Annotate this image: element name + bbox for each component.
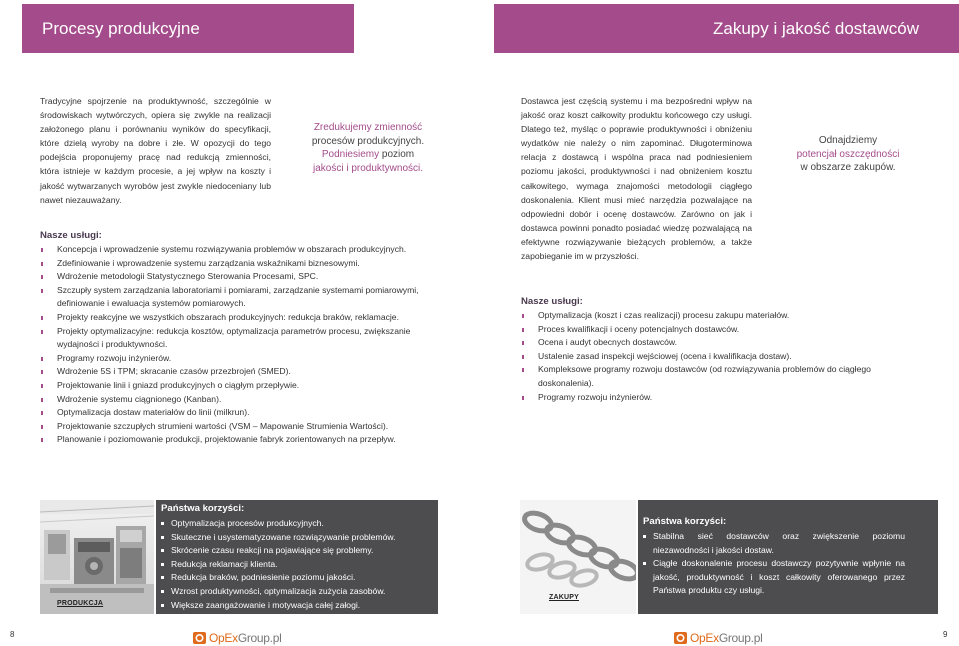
left-benefits-title: Państwa korzyści: <box>161 503 245 514</box>
left-quote <box>296 121 440 175</box>
right-quote-line1: Odnajdziemy <box>818 135 878 146</box>
logo-right-part-b: Group.pl <box>718 631 763 645</box>
left-quote-line1: Zredukujemy zmienność <box>313 122 423 133</box>
header-left <box>22 4 354 53</box>
list-item: Kompleksowe programy rozwoju dostawców (od rozwiązywania problemów do ciągłego doskonalenia). <box>521 363 918 390</box>
list-item: Optymalizacja dostaw materiałów do linii (milkrun). <box>40 406 440 420</box>
list-item: Stabilna sieć dostawców oraz zwiększenie poziomu niezawodności i jakości dostaw. <box>643 530 905 557</box>
page-title-left: Procesy produkcyjne <box>42 19 200 38</box>
list-item: Wdrożenie systemu ciągnionego (Kanban). <box>40 393 440 407</box>
left-quote-line3 <box>296 148 440 162</box>
left-services-list <box>40 243 440 447</box>
list-item: Redukcja reklamacji klienta. <box>161 558 433 572</box>
logo-left-part-b: Group.pl <box>237 631 282 645</box>
purchasing-label: ZAKUPY <box>549 594 579 601</box>
list-item: Programy rozwoju inżynierów. <box>40 352 440 366</box>
list-item: Szczupły system zarządzania laboratoriami i pomiarami, zarządzanie systemami pomiarowymi, definiowanie i ewaluacja systemów pomiarowych. <box>40 284 440 311</box>
left-quote-line4: jakości i produktywności. <box>312 162 424 174</box>
right-quote-line2: potencjał oszczędności <box>796 148 900 160</box>
right-benefits-list <box>643 530 905 598</box>
left-quote-line2: procesów produkcyjnych. <box>311 135 425 147</box>
right-quote-line3: w obszarze zakupów. <box>800 162 896 173</box>
list-item: Planowanie i poziomowanie produkcji, projektowanie fabryk zorientowanych na przepływ. <box>40 433 440 447</box>
list-item: Wzrost produktywności, optymalizacja zużycia zasobów. <box>161 585 433 599</box>
logo-right-part-a: OpEx <box>690 631 719 645</box>
right-intro-paragraph: Dostawca jest częścią systemu i ma bezpośredni wpływ na jakość oraz koszt całkowity produktu końcowego czy usługi. Dlatego też, myśląc o poprawie produktywności i obniżeniu wydatków nie należy o nim zapominać. Długoterminowa relacja z dostawcą i wspólna praca nad podniesieniem poziomu jakości, produktywności i nad obniżeniem kosztu całkowitego, wymaga znajomości metodologii ciągłego doskonalenia. Klient musi mieć narzędzia pozwalające na odpowiedni dobór i ocenę dostawców. Zarówno on jak i dostawca powinni ponadto posiadać wiedzę pozwalającą na efektywne rozwiązywanie bieżących problemów, a także zapobieganie im w przyszłości. <box>521 96 752 262</box>
production-photo <box>40 500 154 614</box>
list-item: Koncepcja i wprowadzenie systemu rozwiązywania problemów w obszarach produkcyjnych. <box>40 243 440 257</box>
logo-text-right <box>690 631 762 645</box>
list-item: Optymalizacja (koszt i czas realizacji) procesu zakupu materiałów. <box>521 309 918 323</box>
header-right <box>494 4 959 53</box>
opex-logo-icon <box>193 632 206 644</box>
right-benefits-panel <box>638 500 938 614</box>
list-item: Projekty reakcyjne we wszystkich obszarach produkcyjnych: redukcja braków, reklamacje. <box>40 311 440 325</box>
list-item: Skrócenie czasu reakcji na pojawiające się problemy. <box>161 544 433 558</box>
opex-logo-icon <box>674 632 687 644</box>
page-number-right: 9 <box>943 630 948 639</box>
left-benefits-list <box>161 517 433 612</box>
list-item: Skuteczne i usystematyzowane rozwiązywanie problemów. <box>161 531 433 545</box>
left-benefits-panel <box>156 500 438 614</box>
list-item: Większe zaangażowanie i motywacja całej załogi. <box>161 599 433 613</box>
list-item: Projektowanie linii i gniazd produkcyjnych o ciągłym przepływie. <box>40 379 440 393</box>
list-item: Wdrożenie 5S i TPM; skracanie czasów przezbrojeń (SMED). <box>40 365 440 379</box>
list-item: Projektowanie szczupłych strumieni wartości (VSM – Mapowanie Strumienia Wartości). <box>40 420 440 434</box>
page-title-right: Zakupy i jakość dostawców <box>713 19 919 38</box>
page-number-left: 8 <box>10 630 15 639</box>
opex-logo-left <box>193 631 293 645</box>
logo-left-part-a: OpEx <box>209 631 238 645</box>
list-item: Proces kwalifikacji i oceny potencjalnych dostawców. <box>521 323 918 337</box>
right-quote <box>778 134 918 175</box>
opex-logo-right <box>674 631 774 645</box>
logo-text-left <box>209 631 281 645</box>
left-quote-line3-rest: poziom <box>379 149 415 160</box>
list-item: Ciągłe doskonalenie procesu dostawczy pozytywnie wpłynie na jakość, produktywność i koszt całkowity oferowanego przez Państwa produktu czy usługi. <box>643 557 905 598</box>
list-item: Redukcja braków, podniesienie poziomu jakości. <box>161 571 433 585</box>
list-item: Optymalizacja procesów produkcyjnych. <box>161 517 433 531</box>
list-item: Projekty optymalizacyjne: redukcja kosztów, optymalizacja parametrów procesu, zwiększanie wydajności i produktywności. <box>40 325 440 352</box>
right-services-title: Nasze usługi: <box>521 296 583 307</box>
list-item: Programy rozwoju inżynierów. <box>521 391 918 405</box>
left-intro-paragraph: Tradycyjne spojrzenie na produktywność, szczególnie w środowiskach wytwórczych, opiera się zwykle na realizacji założonego planu i porównaniu wyników do specyfikacji, które dzielą wyroby na dobre i złe. W opozycji do tego podejścia proponujemy pracę nad redukcją zmienności, która istnieje w każdym procesie, a jej wpływ na koszty i jakość wytwarzanych wyrobów jest zwykle niedoceniany lub nawet niezauważany. <box>40 96 271 205</box>
list-item: Ocena i audyt obecnych dostawców. <box>521 336 918 350</box>
list-item: Wdrożenie metodologii Statystycznego Sterowania Procesami, SPC. <box>40 270 440 284</box>
list-item: Ustalenie zasad inspekcji wejściowej (ocena i kwalifikacja dostaw). <box>521 350 918 364</box>
factory-machinery-image <box>40 500 154 614</box>
left-services-title: Nasze usługi: <box>40 230 102 241</box>
right-services-list <box>521 309 918 404</box>
right-benefits-title: Państwa korzyści: <box>643 516 727 527</box>
list-item: Zdefiniowanie i wprowadzenie systemu zarządzania wskaźnikami biznesowymi. <box>40 257 440 271</box>
left-quote-line3-accent: Podniesiemy <box>321 149 380 160</box>
production-label: PRODUKCJA <box>57 600 104 607</box>
